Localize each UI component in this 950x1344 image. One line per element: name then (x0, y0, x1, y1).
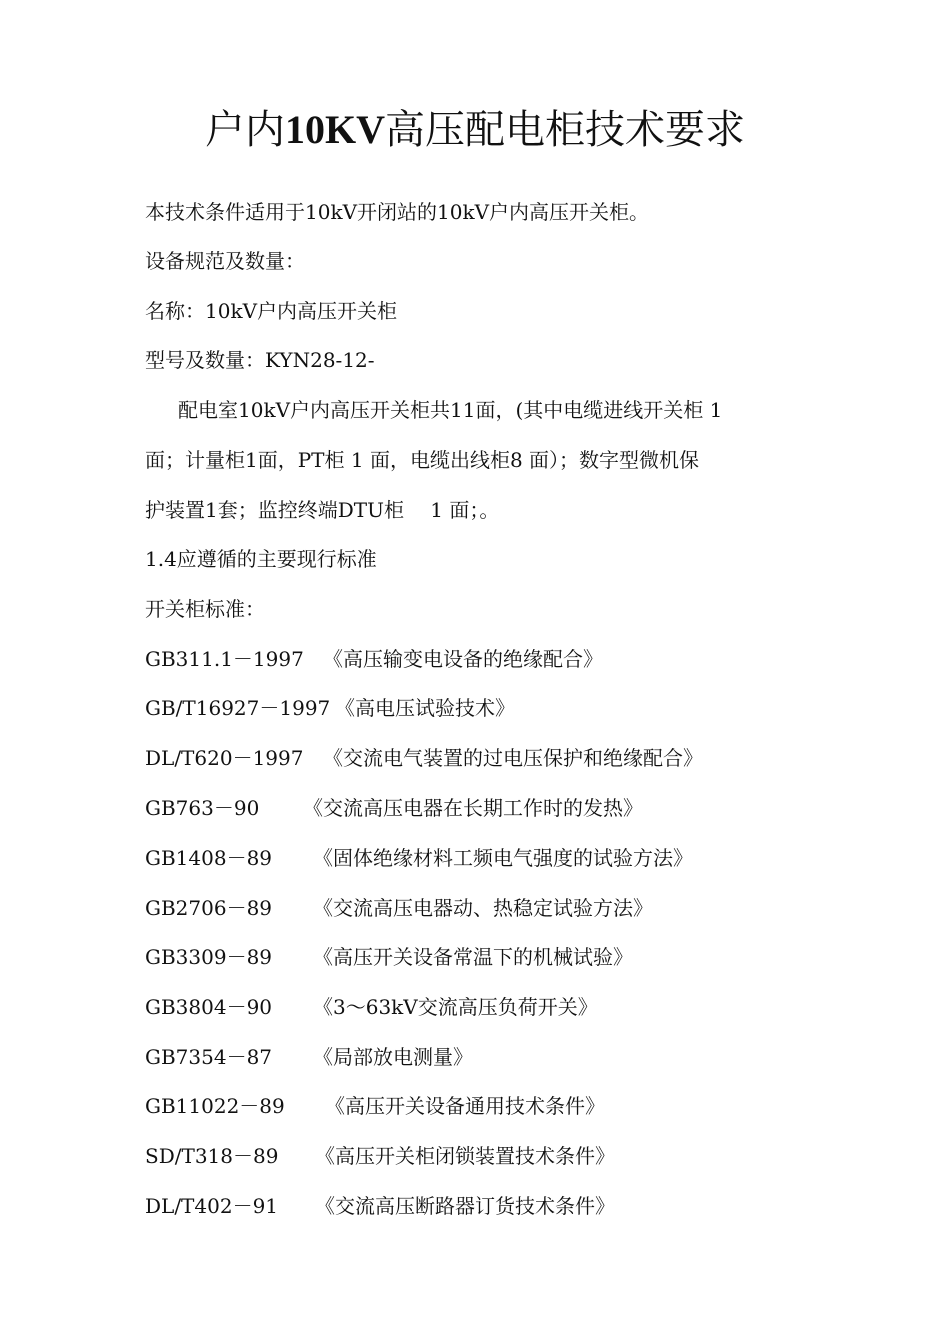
title-suffix: 高压配电柜技术要求 (385, 107, 745, 153)
standard-code: GB1408－89 (145, 846, 273, 870)
standard-title: 《交流高压电器动、热稳定试验方法》 (313, 896, 653, 920)
standard-code: GB2706－89 (145, 896, 273, 920)
standard-row (145, 992, 845, 1022)
standard-row (145, 843, 845, 873)
standard-title: 《3～63kV交流高压负荷开关》 (313, 995, 598, 1019)
standard-title: 《高电压试验技术》 (335, 696, 515, 720)
standard-title: 《交流电气装置的过电压保护和绝缘配合》 (323, 746, 703, 770)
standard-title: 《高压输变电设备的绝缘配合》 (323, 647, 603, 671)
standard-row (145, 893, 845, 923)
standard-code: GB/T16927－1997 (145, 696, 331, 720)
standard-code: GB7354－87 (145, 1045, 273, 1069)
standard-row (145, 1191, 845, 1221)
standard-title: 《局部放电测量》 (313, 1045, 473, 1069)
document-title (0, 98, 950, 162)
standard-title: 《固体绝缘材料工频电气强度的试验方法》 (313, 846, 693, 870)
room-paragraph-line-1: 配电室10kV户内高压开关柜共11面，(其中电缆进线开关柜 1 (178, 398, 723, 422)
standard-title: 《高压开关设备常温下的机械试验》 (313, 945, 633, 969)
standard-row (145, 743, 845, 773)
standard-code: DL/T620－1997 (145, 746, 304, 770)
standard-title: 《交流高压电器在长期工作时的发热》 (303, 796, 643, 820)
standard-code: GB3804－90 (145, 995, 273, 1019)
standard-row (145, 1042, 845, 1072)
applicability-paragraph: 本技术条件适用于10kV开闭站的10kV户内高压开关柜。 (145, 200, 650, 224)
standard-code: GB3309－89 (145, 945, 273, 969)
standard-code: DL/T402－91 (145, 1194, 279, 1218)
equipment-name-line: 名称：10kV户内高压开关柜 (145, 299, 398, 323)
standard-row (145, 693, 845, 723)
title-voltage: 10KV (285, 107, 385, 152)
standard-code: SD/T318－89 (145, 1144, 279, 1168)
standard-row (145, 1141, 845, 1171)
room-paragraph-line-3: 护装置1套；监控终端DTU柜 1 面；。 (145, 498, 500, 522)
room-paragraph-line-2: 面；计量柜1面，PT柜 1 面，电缆出线柜8 面）；数字型微机保 (145, 448, 700, 472)
standard-row (145, 1091, 845, 1121)
title-prefix: 户内 (205, 107, 285, 153)
standard-code: GB311.1－1997 (145, 647, 304, 671)
standard-row (145, 793, 845, 823)
model-quantity-line: 型号及数量：KYN28-12- (145, 348, 375, 372)
standard-row (145, 644, 845, 674)
standard-code: GB11022－89 (145, 1094, 285, 1118)
standard-row (145, 942, 845, 972)
standards-heading: 1.4应遵循的主要现行标准 (145, 547, 377, 571)
standard-code: GB763－90 (145, 796, 260, 820)
standard-title: 《交流高压断路器订货技术条件》 (315, 1194, 615, 1218)
switchgear-standards-heading: 开关柜标准： (145, 597, 265, 621)
spec-heading: 设备规范及数量： (145, 249, 305, 273)
standard-title: 《高压开关柜闭锁装置技术条件》 (315, 1144, 615, 1168)
standard-title: 《高压开关设备通用技术条件》 (325, 1094, 605, 1118)
